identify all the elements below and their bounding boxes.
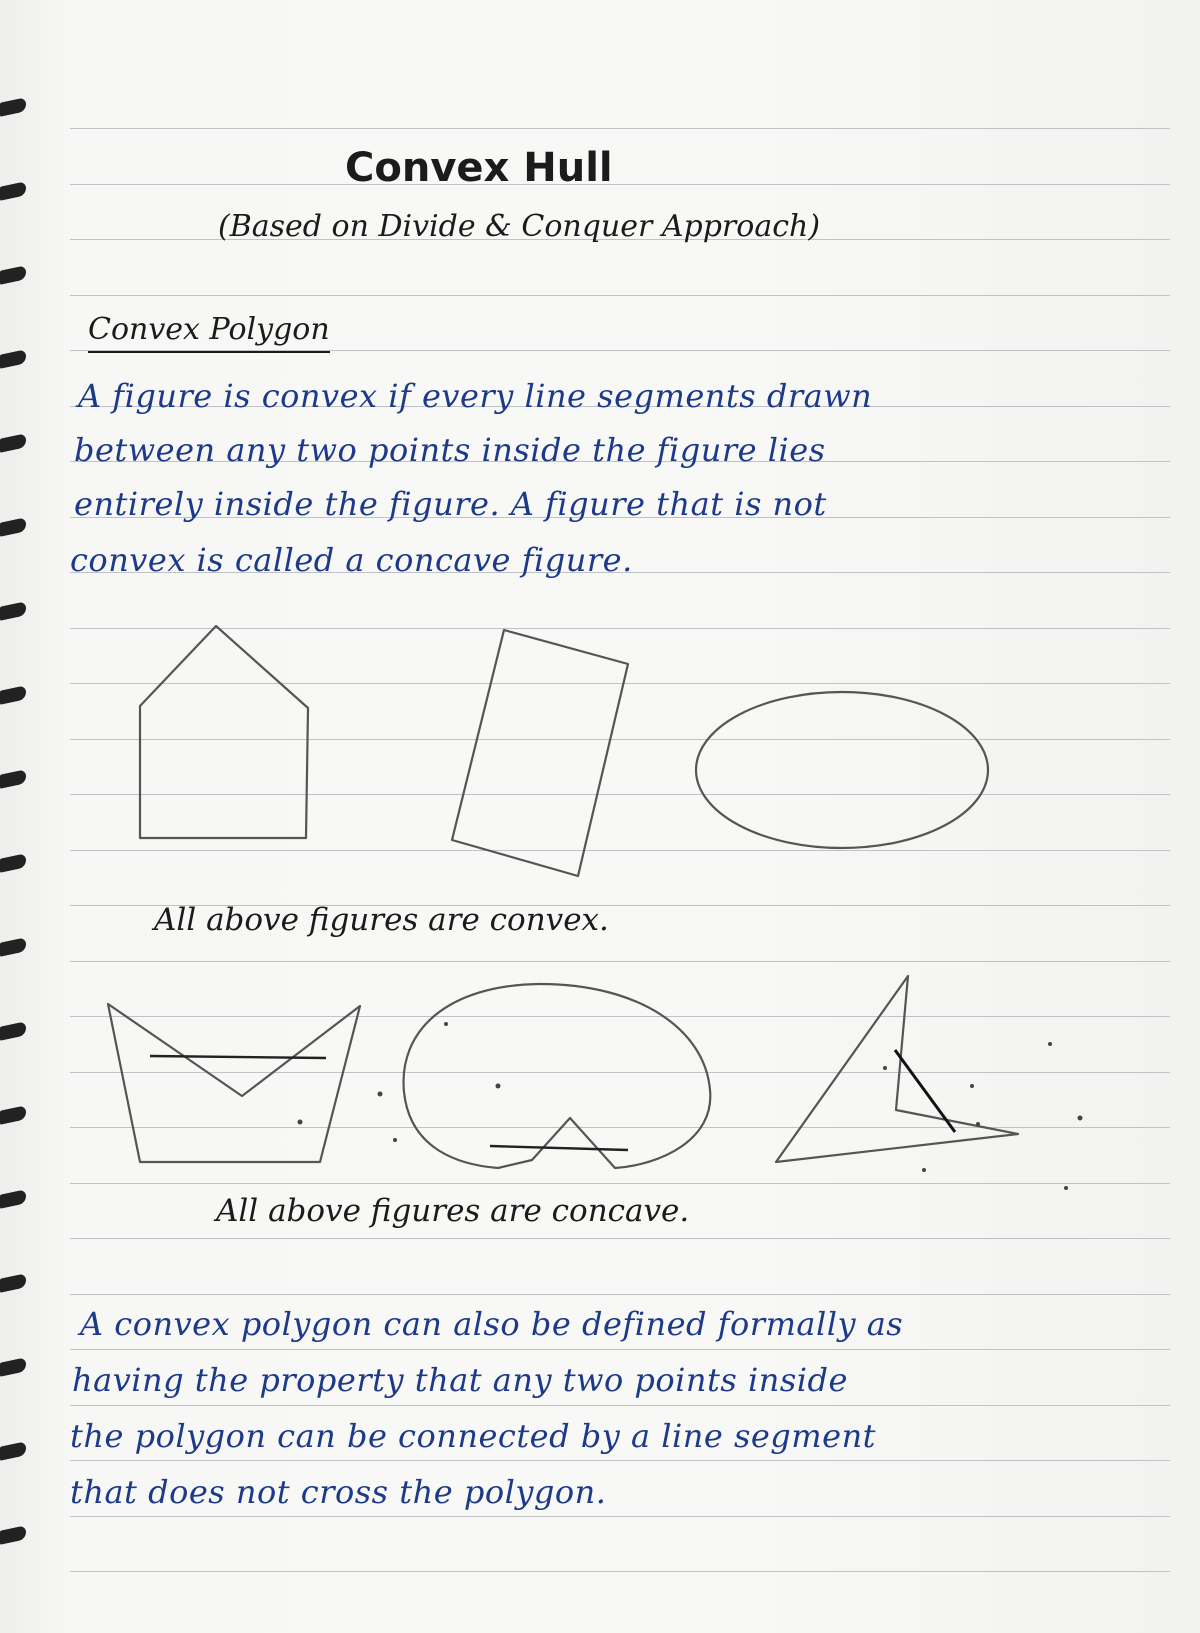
definition-line-2: between any two points inside the figure lies xyxy=(74,431,826,469)
concave-triangle xyxy=(776,976,1018,1162)
definition-line-3: entirely inside the figure. A figure that is not xyxy=(74,485,827,523)
page-title: Convex Hull xyxy=(345,145,613,191)
concave-caption: All above figures are concave. xyxy=(216,1193,690,1229)
page-subtitle: (Based on Divide & Conquer Approach) xyxy=(218,209,821,244)
convex-caption: All above figures are convex. xyxy=(154,902,609,938)
concave-blob xyxy=(404,984,711,1168)
section-heading: Convex Polygon xyxy=(88,315,330,353)
concave-crown xyxy=(108,1004,360,1162)
scatter-dots xyxy=(298,1022,1083,1190)
formal-definition-line-3: the polygon can be connected by a line segment xyxy=(70,1417,877,1455)
formal-definition-line-4: that does not cross the polygon. xyxy=(70,1473,607,1511)
crown-chord xyxy=(150,1056,326,1058)
definition-line-1: A figure is convex if every line segments drawn xyxy=(78,377,873,415)
triangle-chord xyxy=(895,1050,955,1132)
formal-definition-line-2: having the property that any two points inside xyxy=(72,1361,848,1399)
formal-definition-line-1: A convex polygon can also be defined formally as xyxy=(80,1305,904,1343)
definition-line-4: convex is called a concave figure. xyxy=(70,541,633,579)
blob-chord xyxy=(490,1146,628,1150)
